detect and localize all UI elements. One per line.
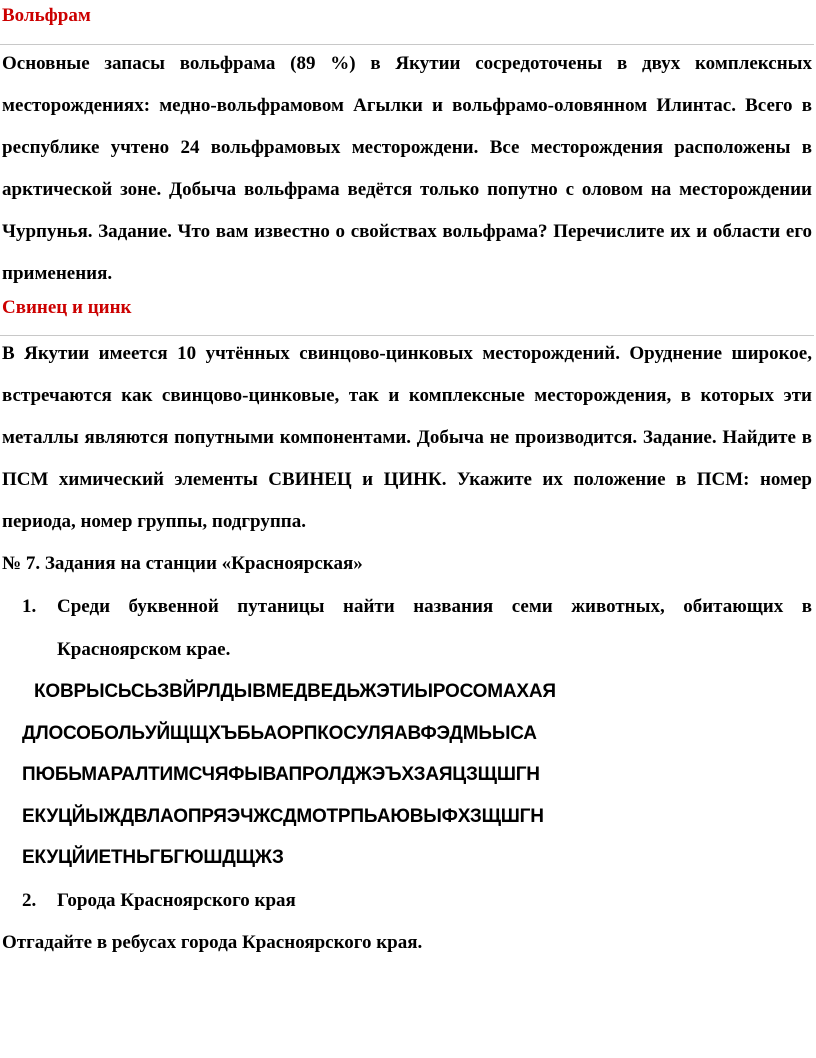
list-number: 2. — [22, 889, 37, 911]
letter-line: ЕКУЦЙЫЖДВЛАОПРЯЭЧЖСДМОТРПЬАЮВЫФХЗЩШГН — [22, 805, 544, 827]
letter-puzzle — [0, 671, 816, 879]
list-number: 1. — [22, 596, 37, 617]
list-item-text: Города Красноярского края — [57, 889, 296, 911]
footer-instruction: Отгадайте в ребусах города Красноярского края. — [2, 931, 423, 953]
paragraph-tungsten: Основные запасы вольфрама (89 %) в Якутии сосредоточены в двух комплексных месторождениях: медно-вольфрамовом Агылки и вольфрамо-оловянном Илинтас. Всего в республике учтено 24 вольфрамовых месторождени. Все месторождения расположены в арктической зоне. Добыча вольфрама ведётся только попутно с оловом на месторождении Чурпунья. Задание. Что вам известно о свойствах вольфрама? Перечислите их и области его применения. — [2, 53, 812, 284]
task-title: № 7. Задания на станции «Красноярская» — [2, 553, 363, 574]
letter-line: ПЮБЬМАРАЛТИМСЧЯФЫВАПРОЛДЖЭЪХЗАЯЦЗЩШГН — [22, 764, 540, 785]
section-heading-tungsten: Вольфрам — [2, 5, 91, 26]
list-item-text: Среди буквенной путаницы найти названия семи животных, обитающих в Красноярском крае. — [57, 596, 812, 660]
letter-line: КОВРЫСЬСЬЗВЙРЛДЫВМЕДВЕДЬЖЭТИЫРОСОМАХАЯ — [34, 681, 556, 702]
letter-line: ЕКУЦЙИЕТНЬГБГЮШДЩЖЗ — [22, 847, 284, 868]
paragraph-lead-zinc: В Якутии имеется 10 учтённых свинцово-цинковых месторождений. Оруднение широкое, встречаются как свинцово-цинковые, так и комплексные месторождения, в которых эти металлы являются попутными компонентами. Добыча не производится. Задание. Найдите в ПСМ химический элементы СВИНЕЦ и ЦИНК. Укажите их положение в ПСМ: номер периода, номер группы, подгруппа. — [2, 343, 812, 532]
letter-line: ДЛОСОБОЛЬУЙЩЩХЪБЬАОРПКОСУЛЯАВФЭДМЬЫСА — [22, 722, 537, 744]
list-item-2 — [0, 879, 816, 922]
list-item-1 — [0, 585, 816, 671]
section-heading-lead-zinc: Свинец и цинк — [2, 297, 132, 318]
